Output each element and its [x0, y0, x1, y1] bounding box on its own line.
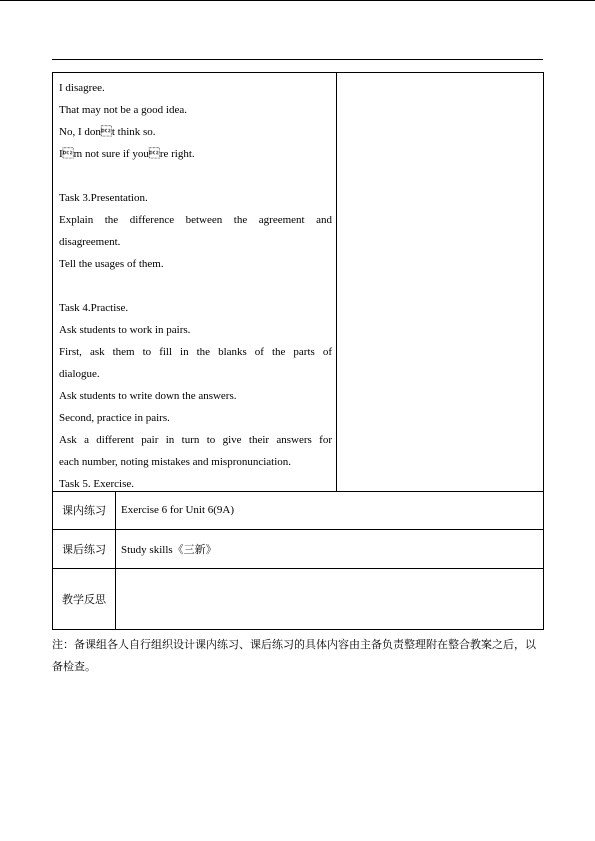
text-line: That may not be a good idea.	[59, 104, 187, 116]
footnote: 注：备课组各人自行组织设计课内练习、课后练习的具体内容由主备负责整理附在整合教案之后，以备检查。	[52, 639, 536, 673]
text-line: I disagree.	[59, 82, 105, 94]
text-line: Task 5. Exercise.	[59, 478, 134, 490]
after-class-exercise-content: Study skills《三新》	[121, 544, 217, 556]
text-line: Second, practice in pairs.	[59, 412, 170, 424]
text-line: No, I dont think so.	[59, 126, 156, 138]
text-line: First, ask them to fill in the blanks of the parts of	[59, 346, 332, 358]
lesson-steps-text	[59, 77, 332, 491]
text-line: Task 4.Practise.	[59, 302, 129, 314]
header-rule	[52, 59, 543, 60]
text-line: Im not sure if youre right.	[59, 148, 195, 160]
text-line: Tell the usages of them.	[59, 258, 164, 270]
text-line: Ask students to write down the answers.	[59, 390, 237, 402]
lesson-steps-row	[52, 72, 544, 492]
text-line: dialogue.	[59, 368, 100, 380]
after-class-exercise-row	[52, 530, 544, 569]
in-class-exercise-row	[52, 491, 544, 530]
blank-line	[59, 165, 332, 187]
blank-line	[59, 275, 332, 297]
lesson-steps-cell	[53, 73, 337, 491]
notes-cell	[337, 73, 543, 491]
text-line: Ask a different pair in turn to give their answers for	[59, 434, 332, 446]
text-line: Explain the difference between the agreement and	[59, 214, 332, 226]
teaching-reflection-label: 教学反思	[53, 569, 116, 629]
text-line: Task 3.Presentation.	[59, 192, 148, 204]
in-class-exercise-content: Exercise 6 for Unit 6(9A)	[121, 504, 235, 516]
text-line: disagreement.	[59, 236, 121, 248]
teaching-reflection-row	[52, 569, 544, 630]
text-line: Ask students to work in pairs.	[59, 324, 191, 336]
in-class-exercise-label: 课内练习	[53, 491, 116, 529]
after-class-exercise-label: 课后练习	[53, 530, 116, 568]
text-line: each number, noting mistakes and mispronunciation.	[59, 456, 292, 468]
page-top-border	[0, 0, 595, 1]
